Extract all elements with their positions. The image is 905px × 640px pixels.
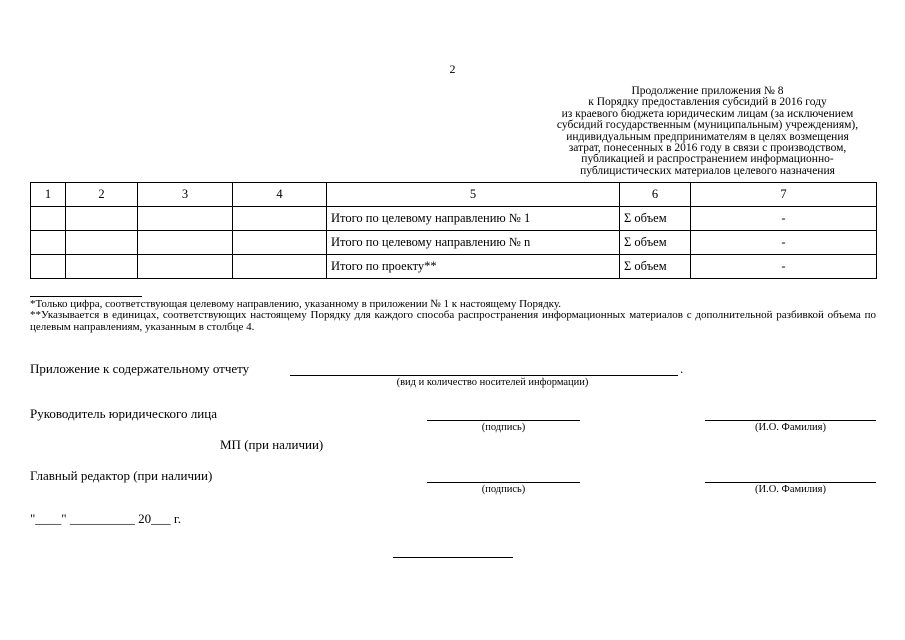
header-line: из краевого бюджета юридическим лицам (за исключением [561, 107, 854, 120]
table-cell [31, 207, 66, 231]
table-cell [66, 255, 138, 279]
column-header: 4 [233, 183, 327, 207]
column-header: 1 [31, 183, 66, 207]
table-cell [66, 231, 138, 255]
table-cell [233, 207, 327, 231]
header-line: затрат, понесенных в 2016 году в связи с производством, [568, 142, 847, 155]
editor-label: Главный редактор (при наличии) [30, 468, 213, 483]
table-row [31, 231, 877, 255]
table-cell: Итого по целевому направлению № n [327, 231, 620, 255]
table-cell: - [691, 207, 877, 231]
table-cell: Σ объем [620, 207, 691, 231]
footnote: **Указывается в единицах, соответствующих настоящему Порядку для каждого способа распространения информационных материалов с дополнительной разбивкой объема по целевым направлениям, указанным в столбце 4. [30, 309, 876, 333]
attachment-end-mark: . [680, 361, 684, 376]
head-label: Руководитель юридического лица [30, 406, 217, 421]
table-cell: Σ объем [620, 231, 691, 255]
header-line: субсидий государственным (муниципальным) учреждениям), [556, 119, 859, 132]
closing-divider [393, 557, 513, 558]
table-cell [138, 207, 233, 231]
table-cell [233, 255, 327, 279]
table-cell: Итого по проекту** [327, 255, 620, 279]
table-cell [66, 207, 138, 231]
table-cell: - [691, 255, 877, 279]
editor-name-caption: (И.О. Фамилия) [755, 484, 826, 495]
attachment-caption: (вид и количество носителей информации) [396, 377, 589, 388]
column-header: 2 [66, 183, 138, 207]
footnote-divider [30, 296, 142, 297]
table-cell [31, 231, 66, 255]
column-header: 3 [138, 183, 233, 207]
table-cell: Итого по целевому направлению № 1 [327, 207, 620, 231]
stamp-label: МП (при наличии) [220, 437, 324, 452]
footnotes [30, 299, 876, 333]
attachment-label: Приложение к содержательному отчету [30, 361, 250, 376]
head-signature-blank[interactable] [427, 420, 580, 421]
appendix-header [520, 86, 895, 177]
header-line: публикацией и распространением информационно- [581, 153, 834, 166]
table-row [31, 207, 877, 231]
editor-name-blank[interactable] [705, 482, 876, 483]
table-cell: - [691, 231, 877, 255]
page-number: 2 [449, 62, 456, 76]
header-line: индивидуальным предпринимателям в целях возмещения [566, 130, 849, 143]
column-header: 6 [620, 183, 691, 207]
column-header: 5 [327, 183, 620, 207]
header-line: к Порядку предоставления субсидий в 2016 году [588, 96, 827, 109]
table-row [31, 255, 877, 279]
header-line: Продолжение приложения № 8 [631, 85, 784, 97]
head-name-blank[interactable] [705, 420, 876, 421]
column-header: 7 [691, 183, 877, 207]
date-line[interactable]: "____" __________ 20___ г. [30, 511, 181, 526]
head-signature-caption: (подпись) [481, 422, 526, 433]
table-cell [138, 231, 233, 255]
table-cell [233, 231, 327, 255]
head-name-caption: (И.О. Фамилия) [755, 422, 826, 433]
attachment-blank[interactable] [290, 375, 678, 376]
table-cell: Σ объем [620, 255, 691, 279]
editor-signature-caption: (подпись) [481, 484, 526, 495]
header-line: публицистических материалов целевого назначения [580, 164, 835, 177]
report-table [30, 182, 877, 279]
table-cell [138, 255, 233, 279]
editor-signature-blank[interactable] [427, 482, 580, 483]
footnote: *Только цифра, соответствующая целевому направлению, указанному в приложении № 1 к настоящему Порядку. [30, 298, 562, 310]
table-header-row [31, 183, 877, 207]
table-cell [31, 255, 66, 279]
